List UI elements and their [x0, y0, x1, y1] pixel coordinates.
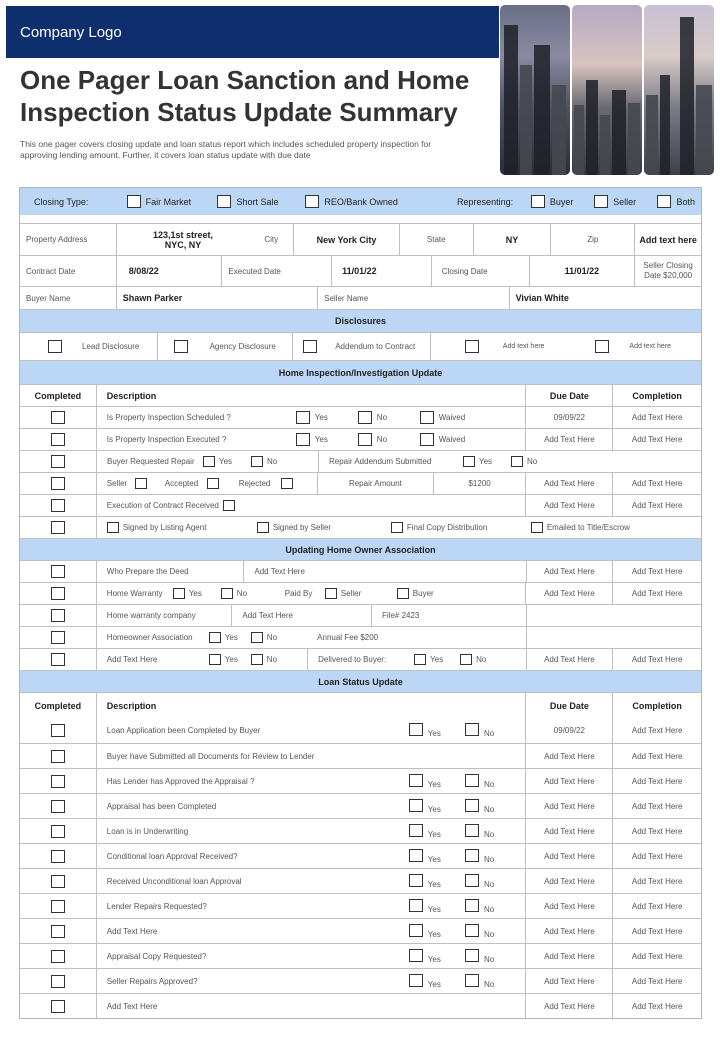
- yes-checkbox[interactable]: [296, 411, 310, 424]
- completion[interactable]: Add Text Here: [612, 819, 701, 843]
- seller-name-value[interactable]: Vivian White: [509, 287, 701, 309]
- company-logo-bar: [6, 6, 499, 58]
- repair-amount-value[interactable]: $1200: [433, 473, 526, 494]
- no-checkbox[interactable]: [465, 974, 479, 987]
- table-row: Loan Application been Completed by Buyer Yes No 09/09/22 Add Text Here: [20, 718, 701, 743]
- disclosure-5-checkbox[interactable]: [595, 340, 609, 353]
- repair-amount-label: Repair Amount: [317, 473, 433, 494]
- hoa-heading: Updating Home Owner Association: [20, 539, 701, 560]
- buyer-name-value[interactable]: Shawn Parker: [116, 287, 317, 309]
- closing-type-label: Closing Type:: [34, 196, 89, 207]
- state-value[interactable]: NY: [473, 224, 551, 255]
- signed-listing-agent-checkbox[interactable]: [107, 522, 119, 533]
- yes-checkbox[interactable]: [409, 799, 423, 812]
- completed-checkbox[interactable]: [51, 521, 65, 534]
- yes-checkbox[interactable]: [409, 974, 423, 987]
- table-row: Add Text Here Yes No Add Text Here Add Text Here: [20, 918, 701, 943]
- signed-seller-checkbox[interactable]: [257, 522, 269, 533]
- no-checkbox[interactable]: [221, 588, 233, 599]
- city-photo: [500, 5, 570, 175]
- seller-checkbox[interactable]: [135, 478, 147, 489]
- table-row: [20, 743, 701, 768]
- completed-checkbox[interactable]: [51, 477, 65, 490]
- table-row: Has Lender has Approved the Appraisal ? Yes No Add Text Here Add Text Here: [20, 768, 701, 793]
- hoa-extra-label: Add Text Here: [106, 655, 158, 664]
- completed-checkbox[interactable]: [51, 850, 65, 863]
- executed-date-label: Executed Date: [221, 256, 331, 286]
- disclosure-4-label: Add text here: [502, 343, 545, 350]
- paid-seller-checkbox[interactable]: [325, 588, 337, 599]
- completed-checkbox[interactable]: [51, 433, 65, 446]
- no-checkbox[interactable]: [251, 654, 263, 665]
- table-row: Homeowner Association Yes No Annual Fee $200: [20, 626, 701, 648]
- completed-checkbox[interactable]: [51, 950, 65, 963]
- completion[interactable]: Add Text Here: [612, 994, 701, 1018]
- due-date[interactable]: Add Text Here: [525, 994, 612, 1018]
- rep-seller-label: Seller: [613, 196, 637, 207]
- completion[interactable]: Add Text Here: [612, 944, 701, 968]
- completion[interactable]: Add Text Here: [612, 583, 701, 604]
- completed-checkbox[interactable]: [51, 609, 65, 622]
- zip-value[interactable]: Add text here: [634, 224, 701, 255]
- table-row: Is Property Inspection Scheduled ? Yes No Waived 09/09/22 Add Text Here: [20, 406, 701, 428]
- table-row: [20, 604, 701, 626]
- status-form: [19, 187, 702, 1019]
- no-checkbox[interactable]: [465, 824, 479, 837]
- addendum-label: Addendum to Contract: [335, 342, 416, 351]
- contract-date-label: Contract Date: [26, 266, 76, 276]
- yes-checkbox[interactable]: [209, 654, 221, 665]
- paid-by-label: Paid By: [284, 589, 313, 598]
- city-photo: [572, 5, 642, 175]
- completion[interactable]: Add Text Here: [612, 649, 701, 670]
- due-date[interactable]: Add Text Here: [525, 429, 612, 450]
- yes-checkbox[interactable]: [409, 849, 423, 862]
- due-date[interactable]: Add Text Here: [525, 473, 612, 494]
- completed-checkbox[interactable]: [51, 499, 65, 512]
- col-completed: Completed: [34, 700, 82, 711]
- loan-description: Add Text Here: [106, 1001, 158, 1011]
- deed-label: Who Prepare the Deed: [96, 561, 244, 582]
- table-row: Signed by Listing Agent Signed by Seller Final Copy Distribution Emailed to Title/Escrow: [20, 516, 701, 538]
- execution-contract-label: Execution of Contract Received: [106, 501, 219, 510]
- no-checkbox[interactable]: [465, 723, 479, 736]
- property-address-row: [20, 223, 701, 255]
- waived-checkbox[interactable]: [420, 411, 434, 424]
- company-logo: Company Logo: [20, 24, 122, 41]
- property-address-label: Property Address: [26, 235, 88, 244]
- annual-fee[interactable]: Annual Fee $200: [317, 633, 379, 642]
- col-completion: Completion: [612, 385, 701, 406]
- reo-label: REO/Bank Owned: [324, 196, 398, 207]
- page-title: One Pager Loan Sanction and Home Inspection Status Update Summary: [20, 65, 470, 127]
- completed-checkbox[interactable]: [51, 900, 65, 913]
- completion[interactable]: Add Text Here: [612, 969, 701, 993]
- col-description: Description: [96, 693, 526, 718]
- completion[interactable]: Add Text Here: [612, 794, 701, 818]
- completion[interactable]: Add Text Here: [612, 407, 701, 428]
- inspection-scheduled-label: Is Property Inspection Scheduled ?: [106, 413, 231, 422]
- completion[interactable]: Add Text Here: [612, 919, 701, 943]
- yes-checkbox[interactable]: [296, 433, 310, 446]
- completed-checkbox[interactable]: [51, 800, 65, 813]
- completion[interactable]: Add Text Here: [612, 429, 701, 450]
- hoa-label: Homeowner Association: [106, 633, 193, 642]
- loan-description: Loan is in Underwriting: [106, 826, 189, 836]
- due-date[interactable]: Add Text Here: [525, 583, 612, 604]
- buyer-name-label: Buyer Name: [26, 293, 71, 303]
- rejected-checkbox[interactable]: [281, 478, 293, 489]
- col-description: Description: [96, 385, 526, 406]
- yes-checkbox[interactable]: [409, 899, 423, 912]
- completed-checkbox[interactable]: [51, 875, 65, 888]
- yes-checkbox[interactable]: [409, 924, 423, 937]
- due-date[interactable]: 09/09/22: [525, 407, 612, 428]
- completed-checkbox[interactable]: [51, 925, 65, 938]
- due-date[interactable]: Add Text Here: [525, 919, 612, 943]
- completed-checkbox[interactable]: [51, 1000, 65, 1013]
- table-row: Received Unconditional loan Approval Yes No Add Text Here Add Text Here: [20, 868, 701, 893]
- table-row: Home Warranty Yes No Paid By Seller Buyer Add Text Here Add Text Here: [20, 582, 701, 604]
- yes-checkbox[interactable]: [414, 654, 426, 665]
- completion[interactable]: Add Text Here: [612, 495, 701, 516]
- yes-checkbox[interactable]: [209, 632, 221, 643]
- paid-buyer-checkbox[interactable]: [397, 588, 409, 599]
- completion[interactable]: Add Text Here: [612, 869, 701, 893]
- completed-checkbox[interactable]: [51, 631, 65, 644]
- no-checkbox[interactable]: [465, 849, 479, 862]
- agency-disclosure-checkbox[interactable]: [174, 340, 188, 353]
- short-sale-label: Short Sale: [236, 196, 279, 207]
- reo-checkbox[interactable]: [305, 195, 319, 208]
- lead-disclosure-label: Lead Disclosure: [82, 342, 140, 351]
- due-date[interactable]: Add Text Here: [525, 794, 612, 818]
- state-label: State: [399, 224, 473, 255]
- due-date[interactable]: Add Text Here: [525, 769, 612, 793]
- executed-date-value[interactable]: 11/01/22: [331, 256, 431, 286]
- completed-checkbox[interactable]: [51, 455, 65, 468]
- yes-checkbox[interactable]: [409, 949, 423, 962]
- accepted-label: Accepted: [164, 479, 199, 488]
- closing-type-row: [20, 188, 701, 215]
- names-row: [20, 286, 701, 309]
- no-checkbox[interactable]: [251, 456, 263, 467]
- short-sale-checkbox[interactable]: [217, 195, 231, 208]
- table-row: Lender Repairs Requested? Yes No Add Text Here Add Text Here: [20, 893, 701, 918]
- yes-checkbox[interactable]: [463, 456, 475, 467]
- completed-checkbox[interactable]: [51, 653, 65, 666]
- due-date[interactable]: Add Text Here: [525, 744, 612, 768]
- home-warranty-label: Home Warranty: [106, 589, 163, 598]
- completion[interactable]: Add Text Here: [612, 894, 701, 918]
- yes-checkbox[interactable]: [409, 774, 423, 787]
- completed-checkbox[interactable]: [51, 825, 65, 838]
- loan-description: Buyer have Submitted all Documents for Review to Lender: [106, 751, 315, 761]
- table-row: [20, 993, 701, 1018]
- no-checkbox[interactable]: [465, 949, 479, 962]
- deed-value[interactable]: Add Text Here: [243, 561, 525, 582]
- loan-description: Appraisal has been Completed: [106, 801, 217, 811]
- due-date[interactable]: Add Text Here: [525, 894, 612, 918]
- seller-closing-date: Seller Closing Date $20,000: [634, 256, 701, 286]
- due-date[interactable]: Add Text Here: [525, 869, 612, 893]
- completed-checkbox[interactable]: [51, 750, 65, 763]
- no-checkbox[interactable]: [465, 774, 479, 787]
- repair-addendum-label: Repair Addendum Submitted: [329, 457, 432, 466]
- inspection-heading: Home Inspection/Investigation Update: [20, 361, 701, 384]
- city-value[interactable]: New York City: [293, 224, 399, 255]
- table-row: [20, 560, 701, 582]
- no-checkbox[interactable]: [358, 411, 372, 424]
- table-row: Appraisal Copy Requested? Yes No Add Text Here Add Text Here: [20, 943, 701, 968]
- addendum-checkbox[interactable]: [303, 340, 317, 353]
- seller-name-label: Seller Name: [317, 287, 508, 309]
- inspection-executed-label: Is Property Inspection Executed ?: [106, 435, 227, 444]
- rep-both-label: Both: [676, 196, 695, 207]
- due-date[interactable]: Add Text Here: [526, 561, 613, 582]
- city-label: City: [264, 235, 279, 244]
- completion[interactable]: Add Text Here: [612, 744, 701, 768]
- emailed-title-checkbox[interactable]: [531, 522, 543, 533]
- col-due-date: Due Date: [525, 693, 612, 718]
- no-checkbox[interactable]: [465, 899, 479, 912]
- property-address-value[interactable]: 123,1st street, NYC, NY: [116, 224, 250, 255]
- no-checkbox[interactable]: [465, 799, 479, 812]
- loan-description: Received Unconditional loan Approval: [106, 876, 242, 886]
- rep-buyer-checkbox[interactable]: [531, 195, 545, 208]
- completion[interactable]: Add Text Here: [612, 769, 701, 793]
- seller-label: Seller: [106, 479, 128, 488]
- loan-heading: Loan Status Update: [20, 671, 701, 692]
- due-date[interactable]: Add Text Here: [525, 944, 612, 968]
- rep-buyer-label: Buyer: [549, 196, 574, 207]
- table-row: Loan is in Underwriting Yes No Add Text Here Add Text Here: [20, 818, 701, 843]
- table-row: [20, 494, 701, 516]
- representing-label: Representing:: [457, 196, 514, 207]
- completion[interactable]: Add Text Here: [612, 473, 701, 494]
- final-copy-checkbox[interactable]: [391, 522, 403, 533]
- table-row: Add Text Here Yes No Delivered to Buyer: Yes No Add Text Here Add Text Here: [20, 648, 701, 670]
- rep-both-checkbox[interactable]: [657, 195, 671, 208]
- completed-checkbox[interactable]: [51, 565, 65, 578]
- contract-dates-row: [20, 255, 701, 286]
- completed-checkbox[interactable]: [51, 975, 65, 988]
- disclosures-heading: Disclosures: [20, 310, 701, 332]
- completion[interactable]: Add Text Here: [612, 561, 701, 582]
- loan-rows: [20, 718, 701, 1018]
- fair-market-label: Fair Market: [145, 196, 192, 207]
- loan-description: Has Lender has Approved the Appraisal ?: [106, 776, 255, 786]
- loan-description: Seller Repairs Approved?: [106, 976, 198, 986]
- due-date[interactable]: Add Text Here: [525, 495, 612, 516]
- no-checkbox[interactable]: [465, 874, 479, 887]
- table-row: Seller Repairs Approved? Yes No Add Text Here Add Text Here: [20, 968, 701, 993]
- warranty-company-label: Home warranty company: [96, 605, 232, 626]
- loan-description: Appraisal Copy Requested?: [106, 951, 207, 961]
- completed-checkbox[interactable]: [51, 411, 65, 424]
- yes-checkbox[interactable]: [409, 824, 423, 837]
- table-row: Buyer Requested Repair Yes No Repair Addendum Submitted Yes No: [20, 450, 701, 472]
- yes-checkbox[interactable]: [409, 874, 423, 887]
- due-date[interactable]: Add Text Here: [525, 844, 612, 868]
- table-row: Is Property Inspection Executed ? Yes No Waived Add Text Here Add Text Here: [20, 428, 701, 450]
- table-row: [20, 472, 701, 494]
- due-date[interactable]: Add Text Here: [526, 649, 613, 670]
- no-checkbox[interactable]: [358, 433, 372, 446]
- yes-checkbox[interactable]: [173, 588, 185, 599]
- buyer-repair-label: Buyer Requested Repair: [107, 457, 195, 466]
- zip-label: Zip: [550, 224, 634, 255]
- disclosure-5-label: Add text here: [629, 343, 672, 350]
- agency-disclosure-label: Agency Disclosure: [209, 342, 276, 351]
- closing-date-value[interactable]: 11/01/22: [529, 256, 635, 286]
- loan-description: Loan Application been Completed by Buyer: [106, 726, 261, 735]
- completion[interactable]: Add Text Here: [612, 718, 701, 743]
- due-date[interactable]: Add Text Here: [525, 969, 612, 993]
- no-checkbox[interactable]: [251, 632, 263, 643]
- rejected-label: Rejected: [238, 479, 271, 488]
- due-date[interactable]: 09/09/22: [525, 718, 612, 743]
- loan-description: Add Text Here: [106, 926, 158, 936]
- disclosure-4-checkbox[interactable]: [465, 340, 479, 353]
- city-photo: [644, 5, 714, 175]
- loan-header-row: [20, 692, 701, 718]
- file-number[interactable]: File# 2423: [371, 605, 526, 626]
- accepted-checkbox[interactable]: [207, 478, 219, 489]
- no-checkbox[interactable]: [465, 924, 479, 937]
- col-completion: Completion: [612, 693, 701, 718]
- loan-description: Conditional loan Approval Received?: [106, 851, 238, 861]
- completion[interactable]: Add Text Here: [612, 844, 701, 868]
- page-subtitle: This one pager covers closing update and loan status report which includes scheduled property inspection for approving lending amount. Further, it covers loan status update with due date: [20, 139, 432, 160]
- no-checkbox[interactable]: [511, 456, 523, 467]
- no-checkbox[interactable]: [460, 654, 472, 665]
- completed-checkbox[interactable]: [51, 724, 65, 737]
- contract-date-value[interactable]: 8/08/22: [116, 256, 222, 286]
- completed-checkbox[interactable]: [51, 587, 65, 600]
- delivered-label: Delivered to Buyer:: [318, 655, 387, 664]
- yes-checkbox[interactable]: [409, 723, 423, 736]
- due-date[interactable]: Add Text Here: [525, 819, 612, 843]
- disclosures-row: [20, 332, 701, 360]
- inspection-header-row: [20, 384, 701, 406]
- execution-contract-checkbox[interactable]: [223, 500, 235, 511]
- table-row: Appraisal has been Completed Yes No Add Text Here Add Text Here: [20, 793, 701, 818]
- loan-description: Lender Repairs Requested?: [106, 901, 207, 911]
- col-completed: Completed: [34, 390, 82, 401]
- warranty-company-value[interactable]: Add Text Here: [231, 605, 371, 626]
- table-row: Conditional loan Approval Received? Yes No Add Text Here Add Text Here: [20, 843, 701, 868]
- col-due-date: Due Date: [525, 385, 612, 406]
- yes-checkbox[interactable]: [203, 456, 215, 467]
- fair-market-checkbox[interactable]: [127, 195, 141, 208]
- closing-date-label: Closing Date: [431, 256, 529, 286]
- rep-seller-checkbox[interactable]: [594, 195, 608, 208]
- completed-checkbox[interactable]: [51, 775, 65, 788]
- waived-checkbox[interactable]: [420, 433, 434, 446]
- lead-disclosure-checkbox[interactable]: [48, 340, 62, 353]
